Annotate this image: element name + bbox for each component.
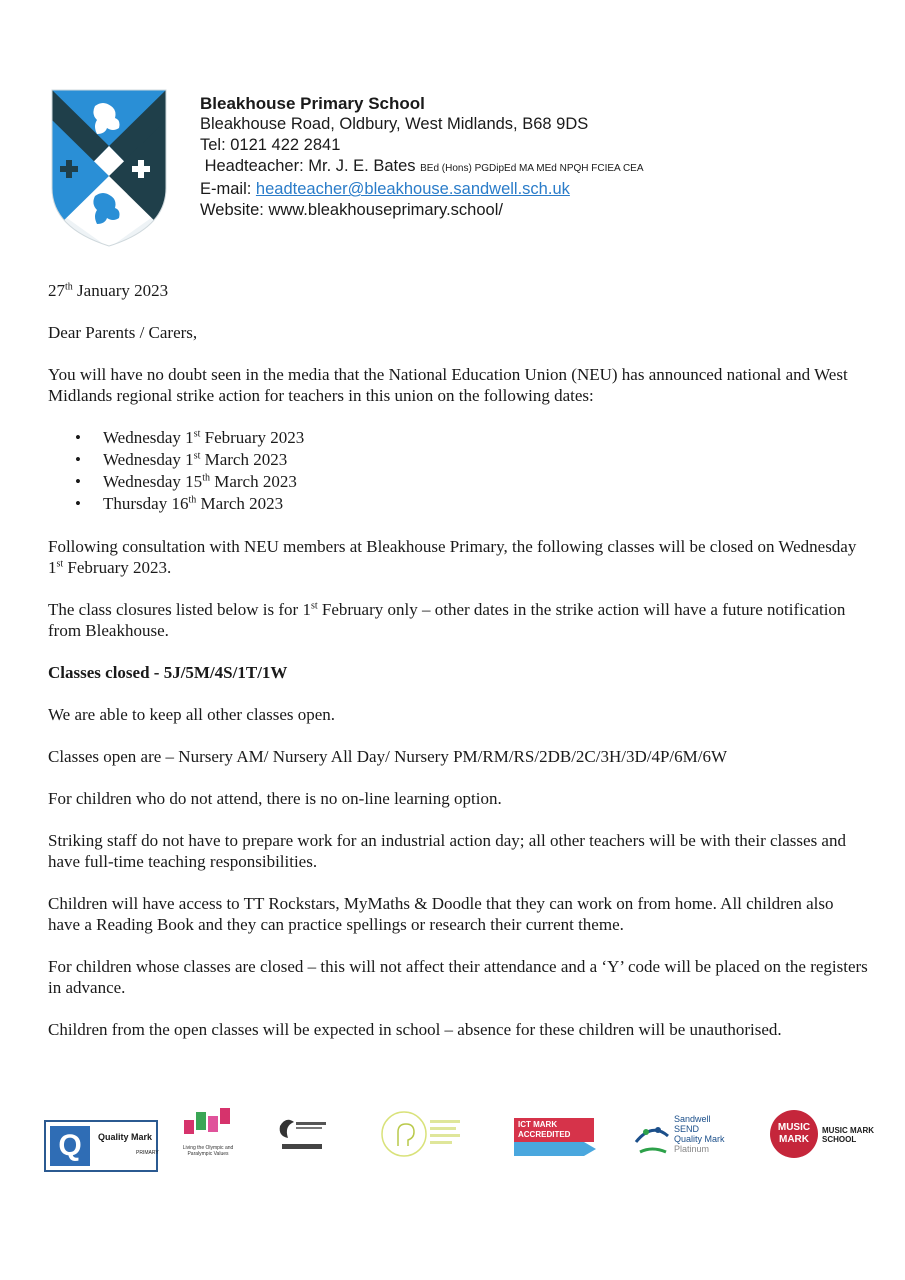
letterhead (200, 93, 644, 221)
list-item: • Wednesday 15th March 2023 (103, 471, 868, 493)
email-line (200, 179, 644, 200)
ict-mark-logo (514, 1118, 594, 1154)
music-mark-school-text: MUSIC MARK SCHOOL (822, 1126, 874, 1144)
sports-award-icon (276, 1112, 328, 1152)
access-paragraph: Children will have access to TT Rockstars, MyMaths & Doodle that they can work on from home. All children also have a Reading Book and they can practice spellings or research their current theme. (48, 894, 834, 934)
headteacher-qualifications: BEd (Hons) PGDipEd MA MEd NPQH FCIEA CEA (420, 163, 644, 174)
letter-date: 27th January 2023 (48, 281, 169, 300)
wellbeing-charter-logo (380, 1106, 470, 1160)
school-name: Bleakhouse Primary School (200, 94, 425, 113)
email-link[interactable]: headteacher@bleakhouse.sandwell.sch.uk (255, 180, 570, 198)
quality-mark-q-icon: Q (50, 1126, 90, 1166)
keep-open-paragraph: We are able to keep all other classes open. (48, 705, 336, 724)
expected-paragraph: Children from the open classes will be expected in school – absence for these children will be unauthorised. (48, 1020, 782, 1039)
list-item: • Wednesday 1st March 2023 (103, 449, 868, 471)
school-address: Bleakhouse Road, Oldbury, West Midlands, B68 9DS (200, 115, 589, 133)
headteacher-name: Headteacher: Mr. J. E. Bates (204, 157, 421, 175)
send-line-3: Quality Mark (674, 1134, 725, 1144)
music-mark-badge: MUSIC MARK (770, 1110, 818, 1158)
list-item: • Wednesday 1st February 2023 (103, 427, 868, 449)
email-label: E-mail: (200, 180, 256, 198)
ict-mark-label: ICT MARK ACCREDITED (514, 1118, 594, 1142)
school-telephone: Tel: 0121 422 2841 (200, 136, 341, 154)
sports-award-logo (276, 1112, 328, 1152)
classes-closed-heading: Classes closed - 5J/5M/4S/1T/1W (48, 663, 288, 682)
accreditation-logos (44, 1100, 874, 1180)
letter-body (48, 280, 868, 1061)
closures-paragraph: The class closures listed below is for 1st February only – other dates in the strike action will have a future notification from Bleakhouse. (48, 600, 846, 640)
headteacher-line (200, 156, 644, 179)
send-quality-mark-logo (632, 1112, 752, 1162)
no-online-paragraph: For children who do not attend, there is no on-line learning option. (48, 789, 502, 808)
classes-open-paragraph: Classes open are – Nursery AM/ Nursery All Day/ Nursery PM/RM/RS/2DB/2C/3H/3D/4P/6M/6W (48, 747, 728, 766)
wellbeing-charter-icon (380, 1106, 470, 1160)
send-line-2: SEND (674, 1124, 700, 1134)
send-line-4: Platinum (674, 1144, 710, 1154)
school-crest-logo (50, 88, 168, 248)
send-line-1: Sandwell (674, 1114, 711, 1124)
website-line: Website: www.bleakhouseprimary.school/ (200, 201, 503, 219)
quality-mark-sub: PRIMARY (136, 1150, 159, 1156)
quality-mark-logo (44, 1120, 158, 1172)
striking-staff-paragraph: Striking staff do not have to prepare work for an industrial action day; all other teachers will be with their classes and have full-time teaching responsibilities. (48, 831, 846, 871)
olympic-values-icon (176, 1106, 236, 1140)
list-item: • Thursday 16th March 2023 (103, 493, 868, 515)
attendance-paragraph: For children whose classes are closed – this will not affect their attendance and a ‘Y’ code will be placed on the registers in advance. (48, 957, 868, 997)
strike-dates-list (48, 427, 868, 515)
salutation: Dear Parents / Carers, (48, 323, 198, 342)
ict-mark-arrow-icon (514, 1142, 596, 1156)
consultation-paragraph: Following consultation with NEU members at Bleakhouse Primary, the following classes will be closed on Wednesday 1st February 2023. (48, 537, 857, 577)
music-mark-logo (770, 1110, 880, 1162)
olympic-values-caption: Living the Olympic and Paralympic Values (182, 1145, 234, 1157)
send-figures-icon (632, 1118, 672, 1158)
olympic-values-logo (176, 1106, 246, 1166)
quality-mark-title: Quality Mark (98, 1132, 153, 1142)
intro-paragraph: You will have no doubt seen in the media that the National Education Union (NEU) has announced national and West Midlands regional strike action for teachers in this union on the following dates: (48, 365, 848, 405)
